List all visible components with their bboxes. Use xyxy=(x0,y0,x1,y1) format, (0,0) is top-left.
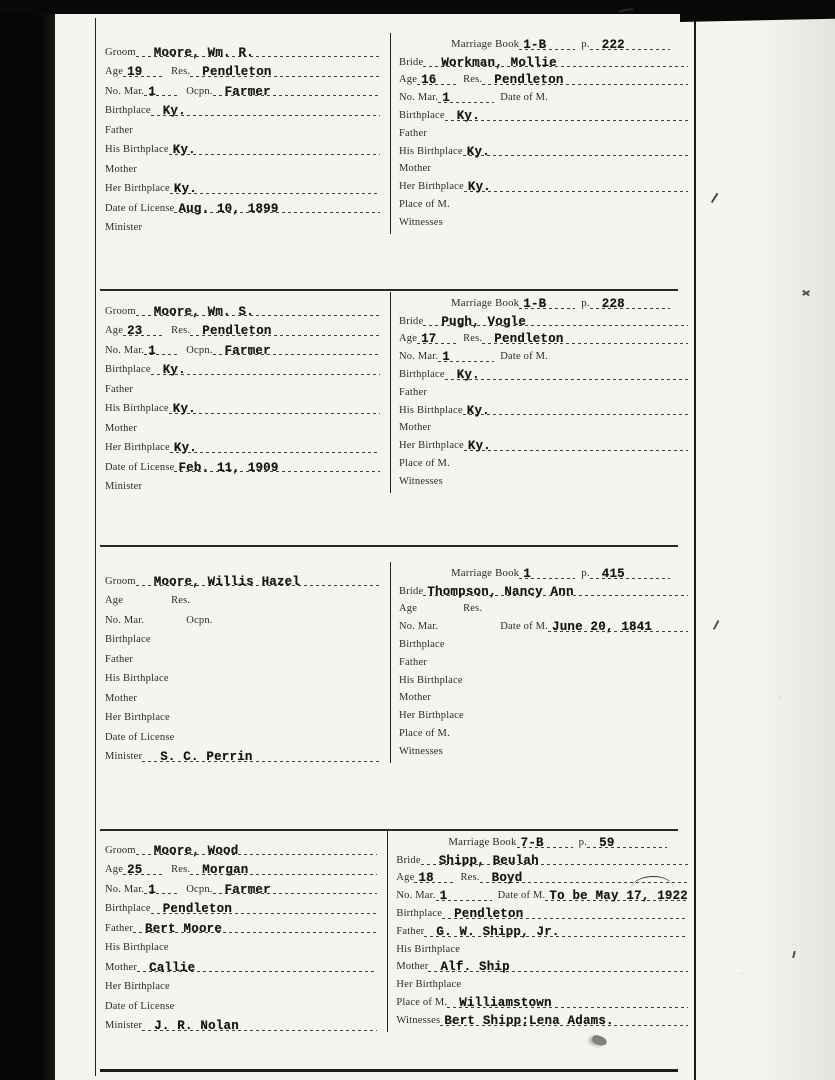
marriage-record-card xyxy=(99,33,694,234)
date-of-m-label: Date of M. xyxy=(500,92,549,104)
her-birthplace-label: Her Birthplace xyxy=(105,183,170,194)
groom-his-birthplace-value: Ky. xyxy=(172,143,196,157)
bride-age-value: 17 xyxy=(421,332,437,347)
groom-father-row xyxy=(105,376,380,396)
marriage-book-label: Marriage Book xyxy=(451,296,520,309)
bride-name-value: Shipp, Beulah xyxy=(438,853,539,868)
bride-nomar-dateofm-row xyxy=(399,345,688,363)
card-left-border xyxy=(95,18,96,1076)
bride-name-row xyxy=(399,580,688,598)
groom-name-value: Moore, Wm. S. xyxy=(153,304,254,319)
book-value: 1-B xyxy=(523,37,547,52)
bride-column xyxy=(390,292,694,493)
father-label: Father xyxy=(399,127,428,139)
mother-label: Mother xyxy=(105,422,138,434)
place-of-m-row xyxy=(399,722,688,740)
bride-birthplace-value: Ky. xyxy=(456,108,480,123)
groom-license-row xyxy=(105,454,380,474)
groom-name-row xyxy=(105,837,377,857)
bride-nomar-dateofm-row xyxy=(399,86,688,104)
groom-license-row xyxy=(105,195,380,215)
birthplace-label: Birthplace xyxy=(399,368,445,380)
marriage-book-row xyxy=(396,831,688,849)
bride-age-res-row xyxy=(399,598,688,616)
birthplace-label: Birthplace xyxy=(396,907,443,919)
bride-name-row xyxy=(399,51,688,69)
birthplace-label: Birthplace xyxy=(105,634,151,645)
page-value: 415 xyxy=(601,566,625,581)
no-mar-label: No. Mar. xyxy=(399,92,439,104)
page-label: p. xyxy=(581,296,590,309)
groom-birthplace-value: Ky. xyxy=(162,363,186,377)
groom-father-row xyxy=(105,646,380,666)
bride-column xyxy=(390,33,694,234)
ocpn-label: Ocpn. xyxy=(186,883,213,895)
groom-mother-value: Callie xyxy=(149,960,196,975)
groom-father-row xyxy=(105,117,380,137)
bride-name-value: Pugh, Vogle xyxy=(441,314,527,329)
res-label: Res. xyxy=(171,595,191,606)
card-separator xyxy=(100,545,678,547)
groom-age-res-row xyxy=(105,588,380,608)
groom-label: Groom xyxy=(105,575,136,587)
no-mar-label: No. Mar. xyxy=(105,614,145,626)
mother-label: Mother xyxy=(399,692,432,704)
place-of-m-label: Place of M. xyxy=(399,457,450,469)
age-label: Age xyxy=(105,66,124,77)
bride-name-row xyxy=(396,849,688,867)
groom-nomar-value: 1 xyxy=(148,343,156,358)
groom-name-value: Moore, Willis Hazel xyxy=(153,574,301,589)
bride-label: Bride xyxy=(399,585,424,597)
ocpn-label: Ocpn. xyxy=(186,85,213,97)
bride-age-value: 18 xyxy=(418,871,434,886)
witnesses-value: Bert Shipp;Lena Adams. xyxy=(444,1013,614,1028)
bride-birthplace-row xyxy=(399,633,688,651)
bride-father-row xyxy=(399,122,688,140)
marriage-book-label: Marriage Book xyxy=(451,566,520,579)
no-mar-label: No. Mar. xyxy=(105,344,145,356)
groom-res-value: Pendleton xyxy=(202,324,272,338)
his-birthplace-label: His Birthplace xyxy=(105,673,169,684)
no-mar-label: No. Mar. xyxy=(105,85,145,97)
date-of-m-label: Date of M. xyxy=(500,351,549,363)
ocpn-label: Ocpn. xyxy=(186,614,213,626)
bride-name-value: Thompson, Nancy Ann xyxy=(427,584,574,599)
groom-age-value: 23 xyxy=(127,324,143,338)
date-of-m-value: June 20, 1841 xyxy=(552,620,653,635)
groom-age-value: 19 xyxy=(127,65,143,79)
father-label: Father xyxy=(105,124,134,136)
marriage-record-card xyxy=(99,292,694,493)
mother-label: Mother xyxy=(105,961,138,973)
bride-father-row xyxy=(396,920,688,938)
mother-label: Mother xyxy=(396,961,429,973)
bride-label: Bride xyxy=(399,56,424,68)
bride-his-birthplace-row xyxy=(396,938,688,956)
his-birthplace-label: His Birthplace xyxy=(105,144,169,155)
age-label: Age xyxy=(399,333,418,345)
res-label: Res. xyxy=(463,603,483,615)
minister-label: Minister xyxy=(105,222,143,233)
bride-father-row xyxy=(399,381,688,399)
res-label: Res. xyxy=(463,74,483,86)
groom-res-value: Pendleton xyxy=(202,65,272,79)
card-bottom-rule xyxy=(100,1069,678,1072)
groom-name-row xyxy=(105,298,380,318)
groom-birthplace-row xyxy=(105,627,380,647)
age-label: Age xyxy=(105,864,124,875)
his-birthplace-label: His Birthplace xyxy=(399,404,463,416)
groom-name-row xyxy=(105,568,380,588)
groom-license-value: Feb. 11, 1909 xyxy=(178,460,279,475)
bride-her-birthplace-row xyxy=(399,434,688,452)
bride-nomar-value: 1 xyxy=(442,350,450,365)
groom-minister-value: S. C. Perrin xyxy=(160,750,253,764)
bride-name-row xyxy=(399,310,688,328)
bride-name-value: Workman, Mollie xyxy=(441,55,557,70)
place-of-m-row xyxy=(399,193,688,211)
bride-birthplace-row xyxy=(396,902,688,920)
groom-minister-row xyxy=(105,744,380,764)
ocpn-label: Ocpn. xyxy=(186,344,213,356)
his-birthplace-label: His Birthplace xyxy=(105,403,169,414)
date-of-m-value: To be May 17, 1922 xyxy=(549,889,688,904)
marriage-book-row xyxy=(399,562,688,580)
card-separator xyxy=(100,289,678,291)
bride-his-birthplace-row xyxy=(399,669,688,687)
groom-minister-row xyxy=(105,1013,377,1033)
bride-his-birthplace-value: Ky. xyxy=(466,403,490,418)
marriage-record-card xyxy=(99,831,694,1032)
groom-name-value: Moore, Wm. R. xyxy=(153,45,254,60)
groom-minister-value: J. R. Nolan xyxy=(154,1019,239,1033)
page-value: 59 xyxy=(599,835,615,850)
bride-label: Bride xyxy=(399,315,424,327)
bride-father-value: G. W. Shipp, Jr. xyxy=(436,924,560,939)
groom-age-res-row xyxy=(105,59,380,79)
marriage-book-label: Marriage Book xyxy=(448,835,517,848)
birthplace-label: Birthplace xyxy=(105,105,151,116)
no-mar-label: No. Mar. xyxy=(399,621,439,633)
bride-her-birthplace-value: Ky. xyxy=(467,180,492,195)
groom-her-birthplace-row xyxy=(105,435,380,455)
bride-age-res-row xyxy=(399,328,688,346)
groom-mother-row xyxy=(105,415,380,435)
her-birthplace-label: Her Birthplace xyxy=(399,181,464,193)
groom-name-row xyxy=(105,39,380,59)
groom-column xyxy=(99,292,390,493)
res-label: Res. xyxy=(171,864,191,875)
groom-age-res-row xyxy=(105,857,377,877)
date-of-license-label: Date of License xyxy=(105,1000,175,1012)
groom-birthplace-value: Pendleton xyxy=(162,902,233,916)
groom-mother-row xyxy=(105,685,380,705)
witnesses-row xyxy=(399,740,688,758)
book-value: 1-B xyxy=(523,296,547,311)
groom-her-birthplace-value: Ky. xyxy=(173,441,198,455)
marriage-book-row xyxy=(399,292,688,310)
date-of-m-label: Date of M. xyxy=(497,890,546,902)
bride-birthplace-row xyxy=(399,363,688,381)
age-label: Age xyxy=(399,74,418,86)
witnesses-label: Witnesses xyxy=(399,475,443,487)
groom-birthplace-row xyxy=(105,357,380,377)
date-of-license-label: Date of License xyxy=(105,461,175,473)
his-birthplace-label: His Birthplace xyxy=(399,145,463,157)
his-birthplace-label: His Birthplace xyxy=(396,943,461,955)
groom-his-birthplace-row xyxy=(105,137,380,157)
place-of-m-label: Place of M. xyxy=(399,198,450,210)
groom-age-value: 25 xyxy=(127,863,143,877)
place-of-m-value: Williamstown xyxy=(459,995,552,1010)
marriage-book-label: Marriage Book xyxy=(451,37,520,50)
bride-her-birthplace-row xyxy=(396,973,688,991)
groom-nomar-value: 1 xyxy=(148,882,156,897)
groom-label: Groom xyxy=(105,844,136,856)
witnesses-row xyxy=(396,1009,688,1027)
her-birthplace-label: Her Birthplace xyxy=(399,440,464,452)
father-label: Father xyxy=(399,386,428,398)
bride-her-birthplace-value: Ky. xyxy=(467,439,492,454)
groom-father-row xyxy=(105,915,377,935)
bride-birthplace-value: Ky. xyxy=(456,367,480,382)
place-of-m-label: Place of M. xyxy=(396,996,448,1008)
groom-license-row xyxy=(105,993,377,1013)
res-label: Res. xyxy=(463,333,483,345)
bride-father-row xyxy=(399,651,688,669)
groom-license-value: Aug. 10, 1899 xyxy=(178,201,279,216)
witnesses-label: Witnesses xyxy=(399,216,443,228)
groom-nomar-ocpn-row xyxy=(105,876,377,896)
groom-label: Groom xyxy=(105,305,136,317)
groom-birthplace-value: Ky. xyxy=(162,104,186,118)
bride-his-birthplace-row xyxy=(399,399,688,417)
bride-mother-row xyxy=(399,158,688,176)
res-label: Res. xyxy=(460,872,480,884)
groom-ocpn-value: Farmer xyxy=(224,882,271,897)
her-birthplace-label: Her Birthplace xyxy=(396,979,462,991)
groom-column xyxy=(99,562,390,763)
his-birthplace-label: His Birthplace xyxy=(399,674,463,686)
age-label: Age xyxy=(396,872,415,884)
scanner-edge-top xyxy=(0,0,835,14)
groom-nomar-ocpn-row xyxy=(105,607,380,627)
bride-res-value: Pendleton xyxy=(494,332,564,347)
res-label: Res. xyxy=(171,66,191,77)
page-value: 222 xyxy=(601,37,625,52)
no-mar-label: No. Mar. xyxy=(396,890,436,902)
bride-column xyxy=(390,562,694,763)
age-label: Age xyxy=(105,595,124,606)
bride-age-res-row xyxy=(399,69,688,87)
groom-birthplace-row xyxy=(105,98,380,118)
minister-label: Minister xyxy=(105,481,143,492)
book-value: 1 xyxy=(523,566,531,581)
date-of-license-label: Date of License xyxy=(105,202,175,214)
place-of-m-row xyxy=(399,452,688,470)
groom-minister-row xyxy=(105,474,380,494)
mother-label: Mother xyxy=(399,422,432,434)
bride-column xyxy=(387,831,694,1032)
bride-label: Bride xyxy=(396,854,421,866)
bride-birthplace-row xyxy=(399,104,688,122)
scanner-edge-left xyxy=(0,0,55,1080)
groom-her-birthplace-row xyxy=(105,974,377,994)
groom-nomar-ocpn-row xyxy=(105,78,380,98)
birthplace-label: Birthplace xyxy=(399,109,445,121)
marriage-book-row xyxy=(399,33,688,51)
groom-his-birthplace-row xyxy=(105,666,380,686)
bride-mother-row xyxy=(399,417,688,435)
father-label: Father xyxy=(399,656,428,668)
groom-his-birthplace-value: Ky. xyxy=(172,402,196,416)
witnesses-row xyxy=(399,470,688,488)
groom-her-birthplace-row xyxy=(105,176,380,196)
place-of-m-row xyxy=(396,991,688,1009)
place-of-m-label: Place of M. xyxy=(399,727,450,739)
father-label: Father xyxy=(105,922,134,934)
bride-res-value: Pendleton xyxy=(494,73,564,88)
groom-column xyxy=(99,831,387,1032)
bride-mother-value: Alf. Ship xyxy=(440,960,510,975)
her-birthplace-label: Her Birthplace xyxy=(399,710,464,722)
birthplace-label: Birthplace xyxy=(105,364,151,375)
groom-column xyxy=(99,33,390,234)
groom-mother-row xyxy=(105,156,380,176)
groom-license-row xyxy=(105,724,380,744)
bride-mother-row xyxy=(396,956,688,974)
groom-label: Groom xyxy=(105,46,136,58)
witnesses-row xyxy=(399,211,688,229)
witnesses-label: Witnesses xyxy=(396,1014,441,1026)
witnesses-label: Witnesses xyxy=(399,745,443,757)
groom-mother-row xyxy=(105,954,377,974)
card-right-border xyxy=(694,14,696,1080)
age-label: Age xyxy=(105,325,124,336)
groom-nomar-ocpn-row xyxy=(105,337,380,357)
groom-ocpn-value: Farmer xyxy=(224,84,271,99)
groom-father-value: Bert Moore xyxy=(145,921,223,936)
bride-nomar-value: 1 xyxy=(442,91,450,106)
bride-res-value: Boyd xyxy=(491,871,523,886)
groom-his-birthplace-row xyxy=(105,935,377,955)
bride-birthplace-value: Pendleton xyxy=(454,906,524,921)
groom-age-res-row xyxy=(105,318,380,338)
no-mar-label: No. Mar. xyxy=(105,883,145,895)
mother-label: Mother xyxy=(105,163,138,175)
scanned-page xyxy=(55,14,835,1080)
bride-age-value: 16 xyxy=(421,73,437,88)
date-of-m-label: Date of M. xyxy=(500,621,549,633)
father-label: Father xyxy=(396,925,425,937)
groom-ocpn-value: Farmer xyxy=(224,343,271,358)
bride-his-birthplace-value: Ky. xyxy=(466,144,490,159)
father-label: Father xyxy=(105,383,134,395)
her-birthplace-label: Her Birthplace xyxy=(105,712,170,723)
groom-nomar-value: 1 xyxy=(148,84,156,99)
mother-label: Mother xyxy=(399,163,432,175)
bride-nomar-dateofm-row xyxy=(399,615,688,633)
bride-his-birthplace-row xyxy=(399,140,688,158)
date-of-license-label: Date of License xyxy=(105,731,175,743)
birthplace-label: Birthplace xyxy=(105,903,151,914)
groom-her-birthplace-value: Ky. xyxy=(173,182,198,196)
page-label: p. xyxy=(578,835,588,848)
groom-minister-row xyxy=(105,215,380,235)
mother-label: Mother xyxy=(105,692,138,704)
bride-her-birthplace-row xyxy=(399,704,688,722)
minister-label: Minister xyxy=(105,1020,143,1031)
page-label: p. xyxy=(581,37,590,50)
groom-his-birthplace-row xyxy=(105,396,380,416)
no-mar-label: No. Mar. xyxy=(399,351,439,363)
father-label: Father xyxy=(105,653,134,665)
minister-label: Minister xyxy=(105,751,143,762)
bride-nomar-value: 1 xyxy=(439,889,448,904)
scan-artifact xyxy=(802,289,810,297)
res-label: Res. xyxy=(171,325,191,336)
groom-her-birthplace-row xyxy=(105,705,380,725)
her-birthplace-label: Her Birthplace xyxy=(105,442,170,453)
marriage-record-card xyxy=(99,562,694,763)
book-value: 7-B xyxy=(520,835,544,850)
groom-res-value: Morgan xyxy=(202,863,249,877)
groom-name-value: Moore, Wood xyxy=(153,843,239,858)
groom-birthplace-row xyxy=(105,896,377,916)
age-label: Age xyxy=(399,603,418,615)
page-label: p. xyxy=(581,566,590,579)
bride-mother-row xyxy=(399,687,688,705)
bride-her-birthplace-row xyxy=(399,175,688,193)
page-value: 228 xyxy=(601,296,625,311)
birthplace-label: Birthplace xyxy=(399,638,445,650)
her-birthplace-label: Her Birthplace xyxy=(105,981,170,992)
his-birthplace-label: His Birthplace xyxy=(105,942,169,953)
